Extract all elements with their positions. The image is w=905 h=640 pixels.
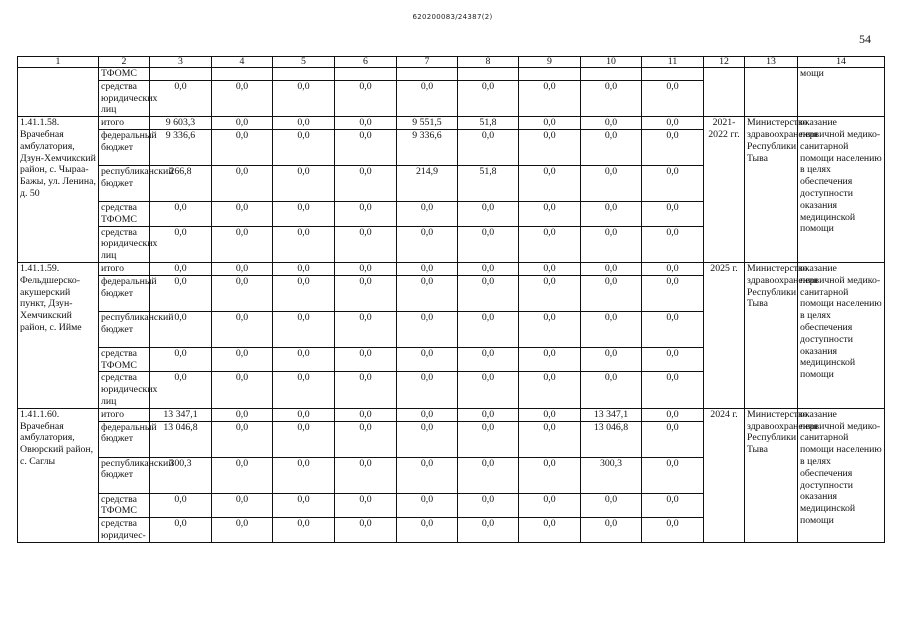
amount-cell: 0,0 — [519, 80, 581, 116]
executor-cell: Министерство здравоохранения Республики Тыва — [745, 262, 798, 408]
amount-cell: 0,0 — [458, 226, 519, 262]
amount-cell: 0,0 — [335, 518, 397, 543]
amount-cell: 0,0 — [519, 275, 581, 311]
column-header-14: 14 — [798, 57, 885, 68]
amount-cell — [397, 68, 458, 81]
amount-cell: 9 551,5 — [397, 117, 458, 130]
amount-cell: 0,0 — [212, 275, 273, 311]
amount-cell: 0,0 — [581, 262, 642, 275]
amount-cell: 0,0 — [397, 372, 458, 408]
amount-cell: 0,0 — [397, 347, 458, 372]
period-cell: 2021-2022 гг. — [704, 117, 745, 263]
amount-cell: 0,0 — [642, 80, 704, 116]
amount-cell: 0,0 — [212, 347, 273, 372]
amount-cell: 13 046,8 — [581, 421, 642, 457]
table-row — [18, 262, 885, 275]
column-header-6: 6 — [335, 57, 397, 68]
amount-cell: 0,0 — [397, 457, 458, 493]
amount-cell: 0,0 — [335, 117, 397, 130]
amount-cell: 51,8 — [458, 165, 519, 201]
amount-cell: 0,0 — [458, 262, 519, 275]
amount-cell: 0,0 — [335, 421, 397, 457]
amount-cell: 0,0 — [458, 80, 519, 116]
amount-cell: 0,0 — [150, 493, 212, 518]
amount-cell: 13 347,1 — [581, 408, 642, 421]
column-header-13: 13 — [745, 57, 798, 68]
amount-cell: 0,0 — [273, 262, 335, 275]
amount-cell: 0,0 — [212, 493, 273, 518]
funding-source-label: республиканский бюджет — [99, 165, 150, 201]
amount-cell: 0,0 — [519, 408, 581, 421]
amount-cell: 0,0 — [581, 117, 642, 130]
amount-cell: 0,0 — [397, 226, 458, 262]
continuation-code-cell — [18, 68, 99, 117]
amount-cell: 0,0 — [458, 347, 519, 372]
amount-cell: 0,0 — [519, 518, 581, 543]
amount-cell: 0,0 — [642, 165, 704, 201]
amount-cell: 0,0 — [458, 201, 519, 226]
amount-cell: 0,0 — [642, 408, 704, 421]
table-body — [18, 68, 885, 543]
amount-cell: 0,0 — [273, 372, 335, 408]
amount-cell: 266,8 — [150, 165, 212, 201]
funding-source-label: ТФОМС — [99, 68, 150, 81]
amount-cell: 0,0 — [581, 80, 642, 116]
funding-source-label: итого — [99, 117, 150, 130]
amount-cell: 0,0 — [397, 262, 458, 275]
funding-source-label: средства юридичес- — [99, 518, 150, 543]
amount-cell: 0,0 — [581, 226, 642, 262]
funding-source-label: средства ТФОМС — [99, 493, 150, 518]
object-code-cell: 1.41.1.58. Врачебная амбулатория, Дзун-Хемчикский район, с. Чыраа-Бажы, ул. Ленина, д. 50 — [18, 117, 99, 263]
period-cell: 2024 г. — [704, 408, 745, 542]
amount-cell: 0,0 — [642, 347, 704, 372]
amount-cell: 0,0 — [397, 275, 458, 311]
amount-cell: 0,0 — [335, 408, 397, 421]
amount-cell: 0,0 — [581, 201, 642, 226]
amount-cell: 0,0 — [519, 117, 581, 130]
amount-cell: 13 347,1 — [150, 408, 212, 421]
amount-cell — [150, 68, 212, 81]
amount-cell: 0,0 — [519, 347, 581, 372]
amount-cell: 0,0 — [212, 129, 273, 165]
amount-cell: 0,0 — [273, 226, 335, 262]
amount-cell: 0,0 — [335, 262, 397, 275]
amount-cell: 0,0 — [335, 226, 397, 262]
column-header-7: 7 — [397, 57, 458, 68]
amount-cell: 0,0 — [458, 457, 519, 493]
amount-cell: 0,0 — [335, 165, 397, 201]
column-header-3: 3 — [150, 57, 212, 68]
amount-cell: 0,0 — [642, 518, 704, 543]
amount-cell: 0,0 — [458, 372, 519, 408]
amount-cell: 0,0 — [581, 518, 642, 543]
amount-cell: 0,0 — [458, 275, 519, 311]
amount-cell: 0,0 — [519, 129, 581, 165]
funding-source-label: федеральный бюджет — [99, 129, 150, 165]
amount-cell: 0,0 — [212, 201, 273, 226]
column-header-9: 9 — [519, 57, 581, 68]
amount-cell: 0,0 — [212, 372, 273, 408]
amount-cell: 0,0 — [519, 201, 581, 226]
amount-cell: 0,0 — [335, 372, 397, 408]
amount-cell: 0,0 — [581, 493, 642, 518]
purpose-cell: мощи — [798, 68, 885, 117]
amount-cell: 0,0 — [212, 80, 273, 116]
amount-cell: 0,0 — [642, 129, 704, 165]
amount-cell: 0,0 — [458, 129, 519, 165]
amount-cell: 0,0 — [519, 372, 581, 408]
amount-cell: 0,0 — [397, 80, 458, 116]
funding-source-label: итого — [99, 408, 150, 421]
amount-cell: 0,0 — [273, 275, 335, 311]
amount-cell: 0,0 — [581, 129, 642, 165]
funding-source-label: средства ТФОМС — [99, 201, 150, 226]
amount-cell: 0,0 — [335, 311, 397, 347]
amount-cell: 0,0 — [458, 421, 519, 457]
amount-cell: 0,0 — [458, 311, 519, 347]
amount-cell: 9 336,6 — [397, 129, 458, 165]
column-header-8: 8 — [458, 57, 519, 68]
amount-cell: 0,0 — [212, 518, 273, 543]
table-row — [18, 68, 885, 81]
amount-cell: 0,0 — [642, 311, 704, 347]
amount-cell: 0,0 — [150, 347, 212, 372]
amount-cell: 0,0 — [212, 117, 273, 130]
amount-cell: 0,0 — [212, 311, 273, 347]
amount-cell: 0,0 — [397, 493, 458, 518]
amount-cell: 0,0 — [150, 311, 212, 347]
amount-cell: 0,0 — [642, 226, 704, 262]
funding-source-label: республиканский бюджет — [99, 311, 150, 347]
amount-cell: 0,0 — [519, 493, 581, 518]
amount-cell: 0,0 — [273, 117, 335, 130]
amount-cell: 0,0 — [212, 226, 273, 262]
amount-cell: 0,0 — [642, 372, 704, 408]
amount-cell: 0,0 — [642, 201, 704, 226]
column-header-10: 10 — [581, 57, 642, 68]
funding-source-label: федеральный бюджет — [99, 421, 150, 457]
column-header-4: 4 — [212, 57, 273, 68]
period-cell — [704, 68, 745, 117]
amount-cell: 0,0 — [335, 201, 397, 226]
amount-cell: 51,8 — [458, 117, 519, 130]
amount-cell: 0,0 — [273, 165, 335, 201]
amount-cell: 0,0 — [273, 421, 335, 457]
amount-cell: 0,0 — [273, 347, 335, 372]
amount-cell: 0,0 — [273, 311, 335, 347]
amount-cell: 0,0 — [642, 421, 704, 457]
executor-cell: Министерство здравоохранения Республики Тыва — [745, 117, 798, 263]
amount-cell: 0,0 — [581, 275, 642, 311]
amount-cell: 0,0 — [273, 518, 335, 543]
amount-cell: 0,0 — [335, 493, 397, 518]
amount-cell: 0,0 — [581, 347, 642, 372]
purpose-cell: оказание первичной медико-санитарной помощи населению в целях обеспечения доступности оказания медицинской помощи — [798, 408, 885, 542]
table-row — [18, 408, 885, 421]
amount-cell — [519, 68, 581, 81]
amount-cell: 0,0 — [150, 275, 212, 311]
amount-cell — [642, 68, 704, 81]
amount-cell: 0,0 — [519, 457, 581, 493]
amount-cell: 0,0 — [273, 457, 335, 493]
budget-table — [17, 56, 885, 543]
amount-cell: 0,0 — [519, 165, 581, 201]
amount-cell: 9 603,3 — [150, 117, 212, 130]
amount-cell: 0,0 — [397, 421, 458, 457]
amount-cell: 0,0 — [642, 493, 704, 518]
amount-cell: 0,0 — [150, 262, 212, 275]
amount-cell: 300,3 — [150, 457, 212, 493]
amount-cell: 0,0 — [273, 129, 335, 165]
amount-cell: 0,0 — [519, 421, 581, 457]
object-code-cell: 1.41.1.59. Фельдшерско-акушерский пункт, Дзун-Хемчикский район, с. Ийме — [18, 262, 99, 408]
amount-cell: 0,0 — [335, 80, 397, 116]
amount-cell: 0,0 — [335, 275, 397, 311]
purpose-cell: оказание первичной медико-санитарной помощи населению в целях обеспечения доступности оказания медицинской помощи — [798, 262, 885, 408]
amount-cell: 0,0 — [212, 165, 273, 201]
amount-cell: 0,0 — [458, 518, 519, 543]
column-header-11: 11 — [642, 57, 704, 68]
funding-source-label: итого — [99, 262, 150, 275]
amount-cell: 0,0 — [273, 493, 335, 518]
amount-cell: 0,0 — [458, 408, 519, 421]
funding-source-label: средства юридических лиц — [99, 80, 150, 116]
executor-cell — [745, 68, 798, 117]
amount-cell: 0,0 — [150, 80, 212, 116]
amount-cell: 0,0 — [581, 165, 642, 201]
page-number: 54 — [859, 32, 871, 46]
amount-cell: 0,0 — [273, 201, 335, 226]
amount-cell: 0,0 — [150, 201, 212, 226]
amount-cell: 0,0 — [335, 347, 397, 372]
amount-cell — [458, 68, 519, 81]
amount-cell: 0,0 — [642, 262, 704, 275]
amount-cell: 214,9 — [397, 165, 458, 201]
amount-cell: 0,0 — [335, 457, 397, 493]
table-row — [18, 117, 885, 130]
funding-source-label: средства ТФОМС — [99, 347, 150, 372]
amount-cell: 0,0 — [335, 129, 397, 165]
object-code-cell: 1.41.1.60. Врачебная амбулатория, Овюрский район, с. Саглы — [18, 408, 99, 542]
purpose-cell: оказание первичной медико-санитарной помощи населению в целях обеспечения доступности оказания медицинской помощи — [798, 117, 885, 263]
period-cell: 2025 г. — [704, 262, 745, 408]
amount-cell: 0,0 — [642, 457, 704, 493]
amount-cell: 300,3 — [581, 457, 642, 493]
document-id: 620200083/24387(2) — [412, 13, 493, 21]
amount-cell — [273, 68, 335, 81]
executor-cell: Министерство здравоохранения Республики Тыва — [745, 408, 798, 542]
amount-cell: 0,0 — [519, 262, 581, 275]
amount-cell: 0,0 — [212, 262, 273, 275]
amount-cell — [335, 68, 397, 81]
column-header-1: 1 — [18, 57, 99, 68]
amount-cell: 0,0 — [458, 493, 519, 518]
amount-cell: 0,0 — [581, 372, 642, 408]
amount-cell: 0,0 — [642, 275, 704, 311]
amount-cell: 0,0 — [212, 457, 273, 493]
amount-cell: 0,0 — [397, 201, 458, 226]
column-header-12: 12 — [704, 57, 745, 68]
funding-source-label: средства юридических лиц — [99, 372, 150, 408]
header-row — [18, 57, 885, 68]
amount-cell: 9 336,6 — [150, 129, 212, 165]
amount-cell: 0,0 — [519, 311, 581, 347]
amount-cell: 0,0 — [212, 408, 273, 421]
amount-cell: 0,0 — [642, 117, 704, 130]
amount-cell: 0,0 — [273, 80, 335, 116]
funding-source-label: средства юридических лиц — [99, 226, 150, 262]
amount-cell: 0,0 — [150, 372, 212, 408]
amount-cell: 0,0 — [397, 518, 458, 543]
amount-cell: 0,0 — [397, 408, 458, 421]
amount-cell: 0,0 — [150, 518, 212, 543]
amount-cell: 0,0 — [397, 311, 458, 347]
amount-cell — [212, 68, 273, 81]
amount-cell: 0,0 — [212, 421, 273, 457]
amount-cell: 0,0 — [273, 408, 335, 421]
amount-cell: 13 046,8 — [150, 421, 212, 457]
column-header-5: 5 — [273, 57, 335, 68]
amount-cell: 0,0 — [150, 226, 212, 262]
funding-source-label: республиканский бюджет — [99, 457, 150, 493]
column-header-2: 2 — [99, 57, 150, 68]
amount-cell — [581, 68, 642, 81]
amount-cell: 0,0 — [581, 311, 642, 347]
funding-source-label: федеральный бюджет — [99, 275, 150, 311]
amount-cell: 0,0 — [519, 226, 581, 262]
